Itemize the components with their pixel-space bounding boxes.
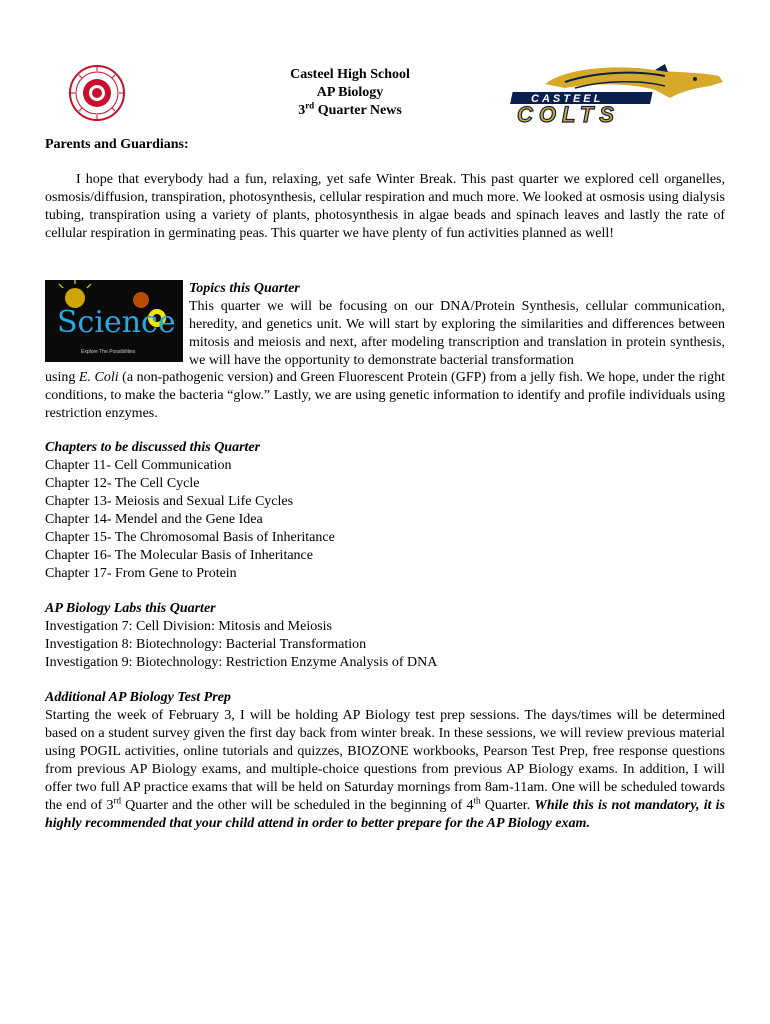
casteel-colts-logo bbox=[505, 62, 729, 126]
logo-text-casteel: CASTEEL bbox=[531, 93, 604, 105]
chapter-item: Chapter 11- Cell Communication bbox=[45, 458, 232, 473]
lab-item: Investigation 7: Cell Division: Mitosis and Meiosis bbox=[45, 619, 332, 634]
intro-paragraph: I hope that everybody had a fun, relaxing, yet safe Winter Break. This past quarter we explored cell organelles, osmosis/diffusion, transpiration, photosynthesis, cellular respiration and much more. We looked at osmosis using dialysis tubing, transpiration using a variety of plants, photosynthesis in algae beads and spinach leaves and lastly the rate of cellular respiration in germinating peas. This quarter we have plenty of fun activities planned as well! bbox=[45, 172, 725, 241]
chapter-item: Chapter 12- The Cell Cycle bbox=[45, 476, 200, 491]
labs-section bbox=[45, 600, 437, 672]
course-name: AP Biology bbox=[316, 85, 384, 100]
test-prep-title: Additional AP Biology Test Prep bbox=[45, 690, 231, 705]
science-word: Science bbox=[57, 305, 176, 340]
chapters-section bbox=[45, 439, 335, 583]
chapter-item: Chapter 16- The Molecular Basis of Inheritance bbox=[45, 548, 313, 563]
test-prep-section bbox=[45, 689, 725, 833]
lab-item: Investigation 8: Biotechnology: Bacterial Transformation bbox=[45, 637, 367, 652]
lab-item: Investigation 9: Biotechnology: Restriction Enzyme Analysis of DNA bbox=[45, 655, 438, 670]
school-seal-icon bbox=[68, 64, 126, 122]
labs-title: AP Biology Labs this Quarter bbox=[45, 601, 216, 616]
greeting: Parents and Guardians: bbox=[45, 137, 189, 152]
chapter-item: Chapter 15- The Chromosomal Basis of Inheritance bbox=[45, 530, 335, 545]
science-tagline: Explore The Possibilities bbox=[81, 349, 136, 355]
topics-title: Topics this Quarter bbox=[189, 281, 300, 296]
logo-text-colts: COLTS bbox=[517, 102, 620, 126]
topics-body-continued: using E. Coli (a non-pathogenic version) and Green Fluorescent Protein (GFP) from a jelly fish. We hope, under the right conditions, to make the bacteria “glow.” Lastly, we are using genetic information to identify and profile individuals using restriction enzymes. bbox=[45, 370, 726, 421]
chapters-title: Chapters to be discussed this Quarter bbox=[45, 440, 261, 455]
school-name: Casteel High School bbox=[290, 67, 410, 82]
science-image bbox=[45, 280, 183, 362]
test-prep-emphasis: While this is not mandatory, it is highly recommended that your child attend in order to better prepare for the AP Biology exam. bbox=[45, 798, 725, 831]
header-title-block bbox=[200, 66, 500, 120]
chapter-item: Chapter 14- Mendel and the Gene Idea bbox=[45, 512, 263, 527]
topics-section bbox=[189, 280, 725, 370]
chapter-item: Chapter 13- Meiosis and Sexual Life Cycles bbox=[45, 494, 294, 509]
topics-body: This quarter we will be focusing on our DNA/Protein Synthesis, cellular communication, heredity, and genetics unit. We will start by exploring the similarities and differences between mitosis and meiosis and next, after modeling transcription and translation in protein synthesis, we will have the opportunity to demonstrate bacterial transformation bbox=[189, 299, 725, 368]
newsletter-title: 3rd Quarter News bbox=[298, 100, 402, 118]
test-prep-body: Starting the week of February 3, I will be holding AP Biology test prep sessions. The days/times will be determined based on a student survey given the first day back from winter break. In these sessions, we will review previous material using POGIL activities, online tutorials and quizzes, BIOZONE workbooks, Pearson Test Prep, free response questions from previous AP Biology exams, and multiple-choice questions from previous AP Biology exams. In addition, I will offer two full AP practice exams that will be held on Saturday mornings from 8am-11am. One will be scheduled towards the end of 3rd Quarter and the other will be scheduled in the beginning of 4th Quarter. While this is not mandatory, it is highly recommended that your child attend in order to better prepare for the AP Biology exam. bbox=[45, 708, 725, 831]
chapter-item: Chapter 17- From Gene to Protein bbox=[45, 566, 237, 581]
